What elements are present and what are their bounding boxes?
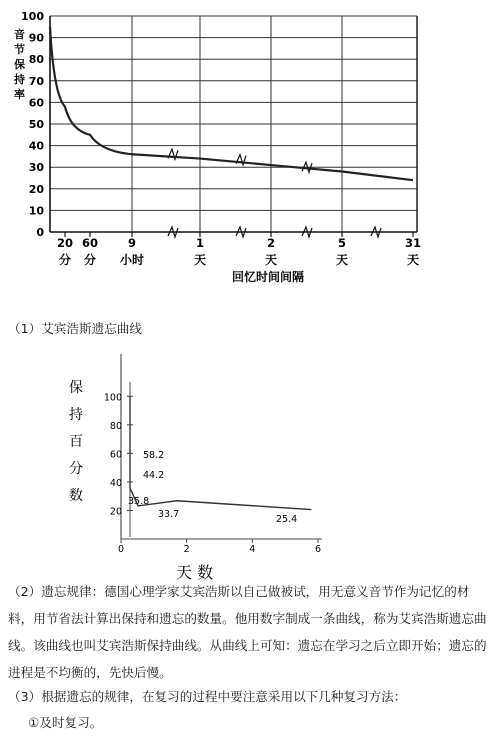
x-tick-label: 5 xyxy=(337,236,347,250)
axes xyxy=(121,354,322,539)
list-item-timely-review: ①及时复习。 xyxy=(28,715,103,730)
y-axis-label xyxy=(14,27,25,101)
chart-forgetting-curve xyxy=(0,0,501,300)
y-tick-label: 80 xyxy=(28,53,44,67)
data-label: 25.4 xyxy=(276,514,298,525)
axis-break xyxy=(168,227,178,237)
y-axis-label-char: 分 xyxy=(69,461,83,477)
x-tick-label: 0 xyxy=(117,544,125,555)
x-tick-label: 天 xyxy=(264,253,278,267)
y-axis-label-char: 持 xyxy=(69,407,83,423)
y-axis-label-char: 持 xyxy=(14,73,25,86)
data-label: 58.2 xyxy=(143,450,165,461)
x-tick-labels xyxy=(57,232,421,267)
chart-retention-percent xyxy=(0,340,501,590)
x-tick-label: 分 xyxy=(83,253,97,267)
y-axis-label-char: 保 xyxy=(69,380,83,396)
caption-figure1: （1）艾宾浩斯遗忘曲线 xyxy=(8,321,142,336)
y-tick-label: 20 xyxy=(109,506,122,518)
series-line xyxy=(50,27,413,180)
y-axis-label-char: 率 xyxy=(14,88,25,101)
y-tick-label: 40 xyxy=(28,139,44,153)
y-tick-label: 100 xyxy=(21,10,44,23)
grid xyxy=(50,16,417,232)
y-tick-label: 60 xyxy=(28,96,44,110)
x-tick-label: 60 xyxy=(81,236,99,250)
x-tick-label: 小时 xyxy=(119,253,145,267)
y-tick-label: 10 xyxy=(28,204,44,218)
y-axis-label-char: 音 xyxy=(14,28,25,41)
x-tick-label: 2 xyxy=(266,236,276,250)
x-axis-label: 回忆时间间隔 xyxy=(232,270,305,284)
x-tick-label: 分 xyxy=(58,253,72,267)
x-tick-label: 31 xyxy=(404,236,422,250)
y-tick-label: 20 xyxy=(28,182,44,196)
y-axis-label-char: 节 xyxy=(14,43,25,56)
paragraph-forgetting-rule: （2）遗忘规律：德国心理学家艾宾浩斯以自己做被试，用无意义音节作为记忆的材料，用节省法计算出保持和遗忘的数量。他用数字制成一条曲线，称为艾宾浩斯遗忘曲线。该曲线也叫艾宾浩斯保持曲线。从曲线上可知：遗忘在学习之后立即开始；遗忘的进程是不均衡的，先快后慢。 xyxy=(8,584,487,680)
y-tick-label: 0 xyxy=(36,226,44,239)
x-tick-label: 2 xyxy=(183,544,190,555)
data-label: 33.7 xyxy=(158,509,180,520)
x-tick-label: 4 xyxy=(249,544,256,555)
y-axis-label-char: 保 xyxy=(14,58,25,71)
x-tick-label: 天 xyxy=(406,253,420,267)
y-tick-label: 50 xyxy=(28,118,44,131)
y-axis-label-char: 百 xyxy=(69,434,83,450)
x-tick-label: 天 xyxy=(193,253,207,267)
data-label: 44.2 xyxy=(143,470,165,481)
paragraph-review-methods: （3）根据遗忘的规律，在复习的过程中要注意采用以下几种复习方法： xyxy=(8,689,407,704)
x-tick-labels xyxy=(118,539,321,555)
y-tick-label: 30 xyxy=(28,161,44,175)
axis-break xyxy=(371,227,381,237)
y-tick-label: 80 xyxy=(109,420,122,432)
x-axis-label: 天 数 xyxy=(176,563,214,582)
y-tick-label: 90 xyxy=(28,31,44,45)
y-tick-label: 70 xyxy=(28,74,44,88)
data-labels xyxy=(128,450,297,525)
y-tick-label: 40 xyxy=(109,477,122,489)
data-label: 35.8 xyxy=(128,496,150,507)
x-tick-label: 1 xyxy=(195,236,205,250)
y-tick-label: 100 xyxy=(103,392,122,404)
axis-break xyxy=(236,227,246,237)
x-tick-label: 6 xyxy=(314,544,322,555)
axis-break xyxy=(302,227,312,237)
x-tick-label: 天 xyxy=(335,253,349,267)
y-axis-label xyxy=(69,380,83,504)
y-axis-label-char: 数 xyxy=(69,488,83,504)
y-tick-label: 60 xyxy=(109,449,122,461)
x-tick-label: 20 xyxy=(56,236,74,250)
x-tick-label: 9 xyxy=(127,236,137,250)
